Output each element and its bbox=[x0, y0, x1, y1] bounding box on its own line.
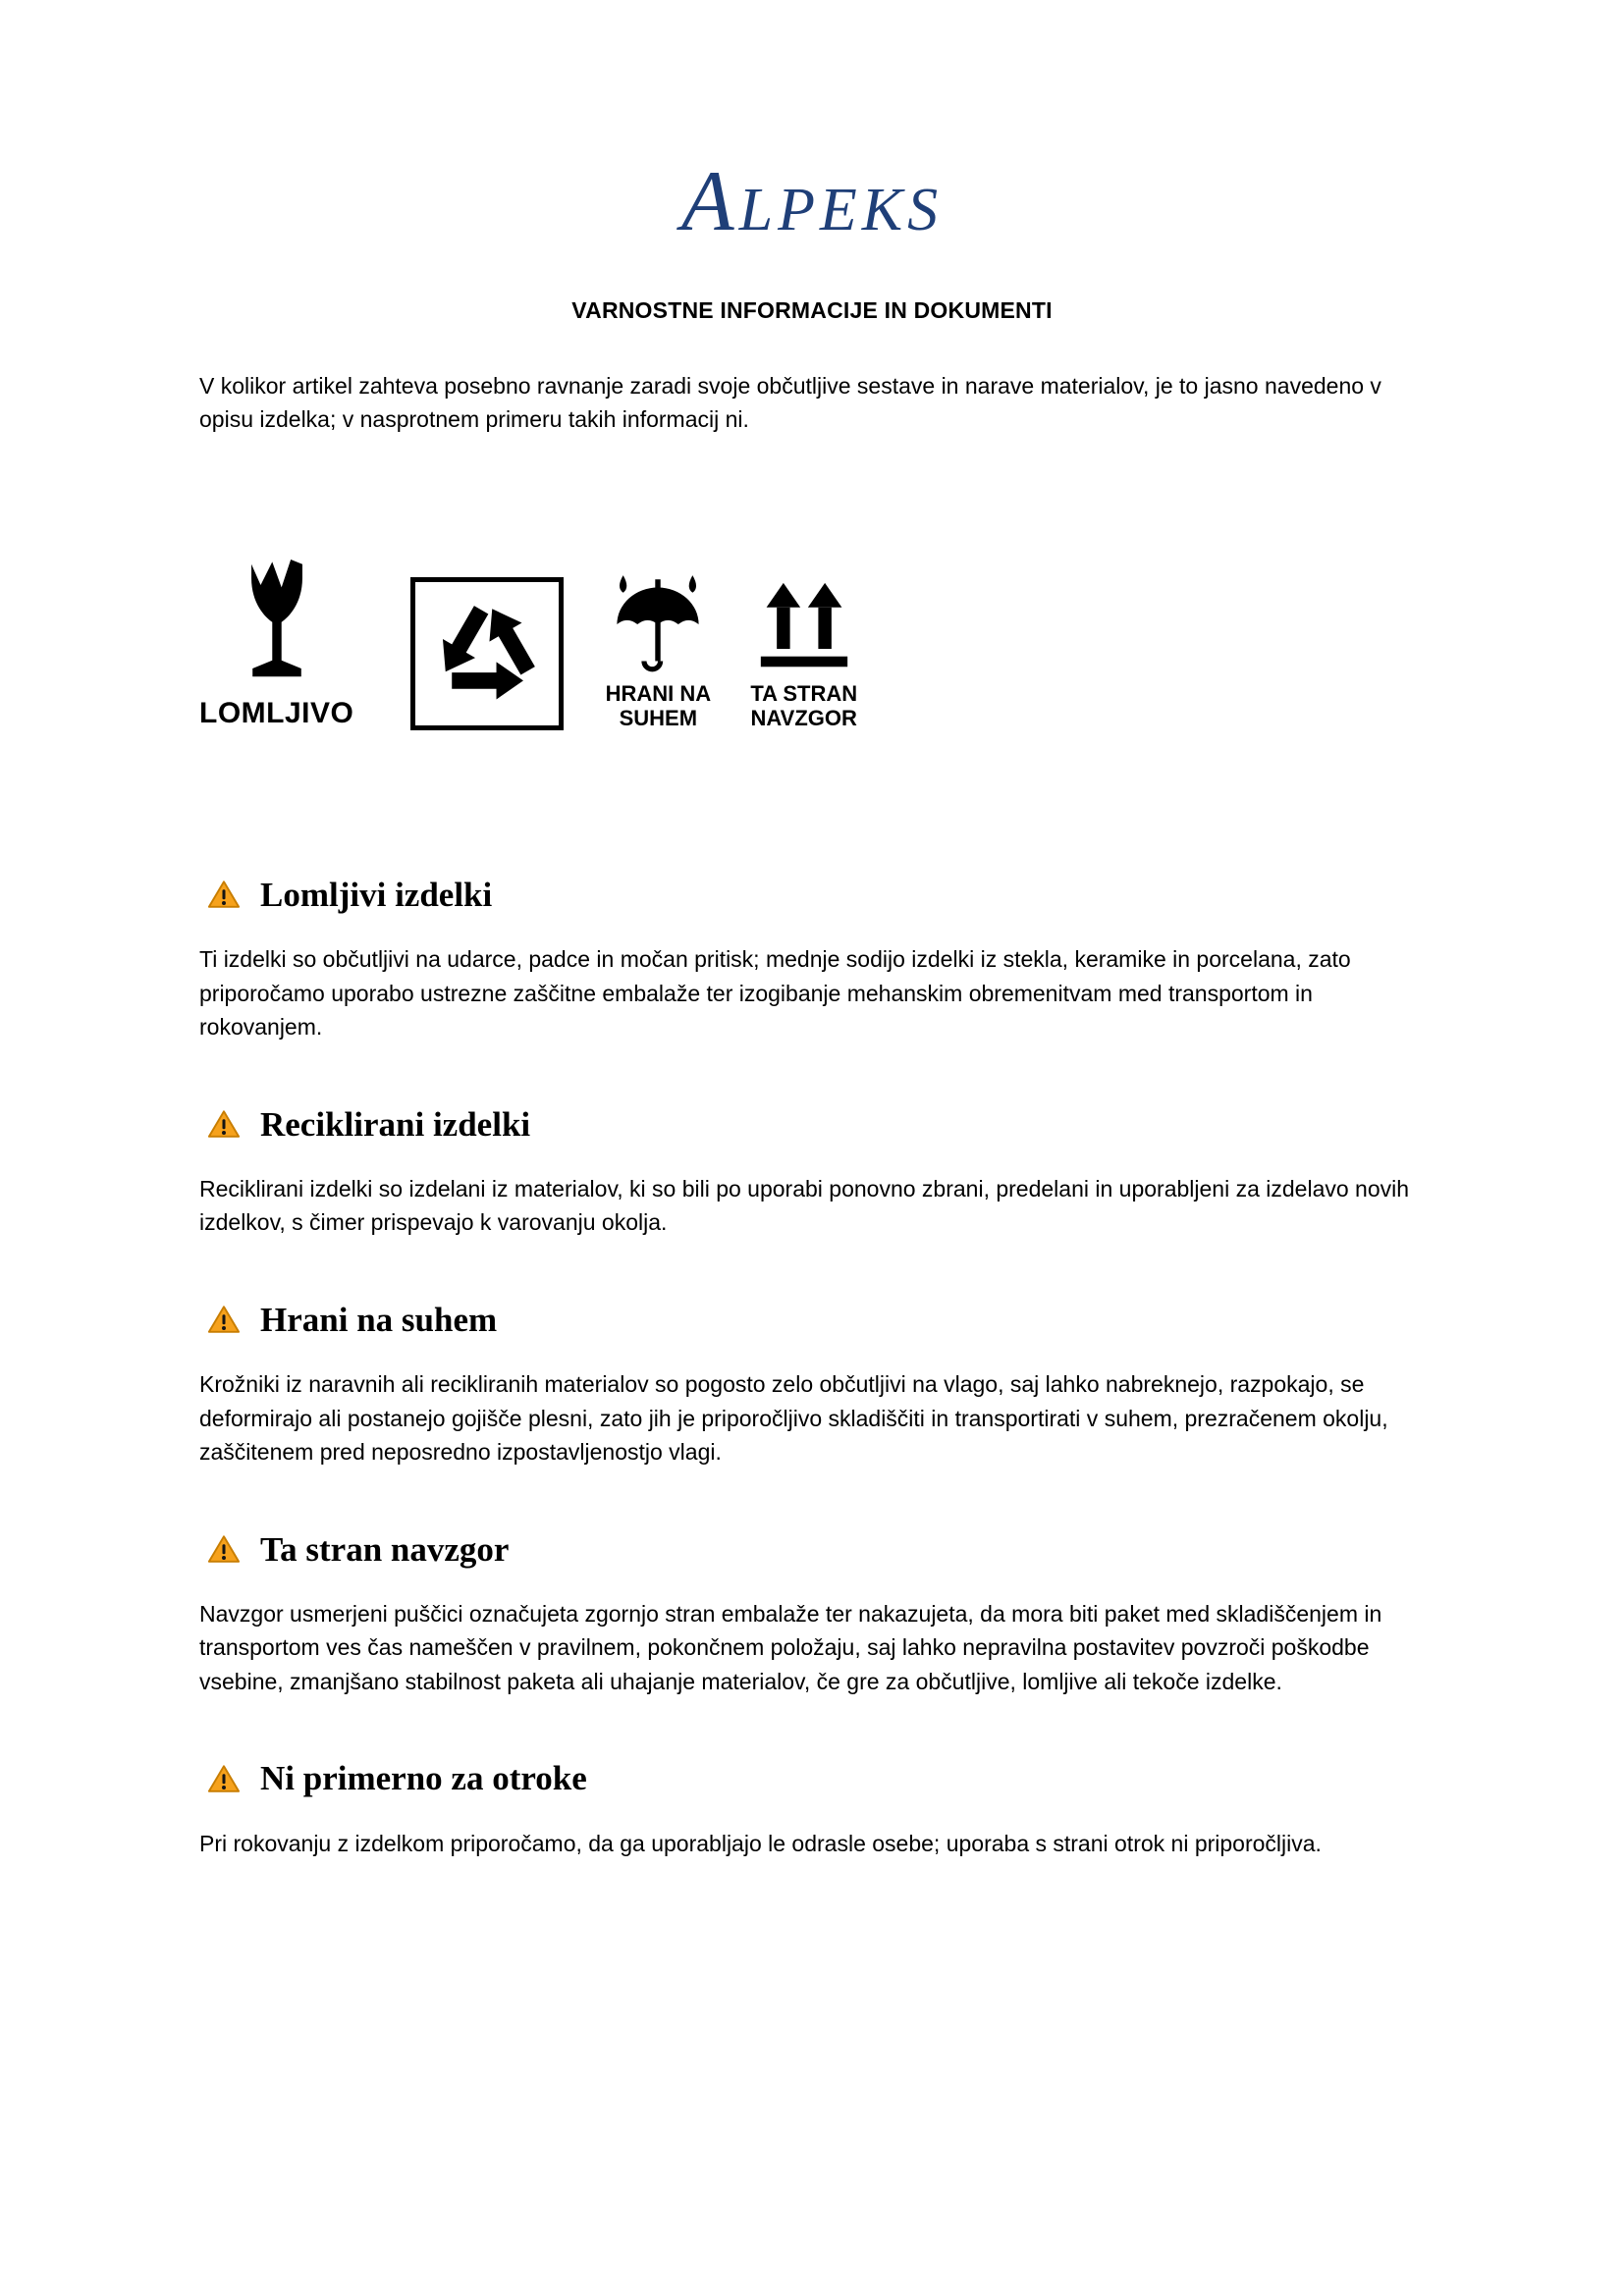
warning-triangle-icon bbox=[207, 1764, 241, 1794]
section-body: Pri rokovanju z izdelkom priporočamo, da ga uporabljajo le odrasle osebe; uporaba s strani otrok ni priporočljiva. bbox=[199, 1830, 1322, 1856]
intro-paragraph: V kolikor artikel zahteva posebno ravnanje zaradi svoje občutljive sestave in narave materialov, je to jasno navedeno v opisu izdelka; v nasprotnem primeru takih informacij ni. bbox=[199, 372, 1381, 432]
broken-glass-icon bbox=[219, 552, 335, 689]
section-title: Ni primerno za otroke bbox=[260, 1759, 587, 1798]
section-reciklirani-izdelki bbox=[199, 1105, 1425, 1240]
section-body: Krožniki iz naravnih ali recikliranih materialov so pogosto zelo občutljivi na vlago, saj lahko nabreknejo, razpokajo, se deformirajo ali postanejo gojišče plesni, zato jih je priporočljivo skladiščiti in transportirati v suhem, prezračenem okolju, zaščitenem pred neposredno izpostavljenostjo vlagi. bbox=[199, 1371, 1388, 1466]
this-side-up-symbol bbox=[750, 579, 857, 730]
section-title: Reciklirani izdelki bbox=[260, 1104, 531, 1144]
section-body: Ti izdelki so občutljivi na udarce, padce in močan pritisk; mednje sodijo izdelki iz stekla, keramike in porcelana, zato priporočamo uporabo ustrezne zaščitne embalaže ter izogibanje mehanskim obremenitvam med transportom in rokovanjem. bbox=[199, 946, 1351, 1041]
keep-dry-symbol bbox=[605, 573, 711, 730]
warning-triangle-icon bbox=[207, 1109, 241, 1140]
fragile-symbol bbox=[199, 552, 353, 730]
warning-triangle-icon bbox=[207, 1305, 241, 1335]
page-title: VARNOSTNE INFORMACIJE IN DOKUMENTI bbox=[571, 296, 1053, 323]
section-heading bbox=[207, 1759, 1425, 1798]
section-title: Hrani na suhem bbox=[260, 1300, 498, 1339]
warning-triangle-icon bbox=[207, 1534, 241, 1565]
logo-container bbox=[199, 0, 1425, 250]
packaging-symbols-row bbox=[199, 552, 1425, 730]
section-title: Lomljivi izdelki bbox=[260, 875, 493, 914]
section-title: Ta stran navzgor bbox=[260, 1529, 510, 1569]
keep-dry-label: HRANI NA SUHEM bbox=[605, 680, 712, 730]
alpeks-logo: Alpeks bbox=[680, 154, 944, 249]
sections-container bbox=[199, 876, 1425, 1860]
recycle-symbol-box bbox=[410, 577, 564, 730]
two-up-arrows-icon bbox=[755, 579, 853, 673]
section-heading bbox=[207, 1105, 1425, 1145]
section-body: Reciklirani izdelki so izdelani iz materialov, ki so bili po uporabi ponovno zbrani, predelani in uporabljeni za izdelavo novih izdelkov, s čimer prispevajo k varovanju okolja. bbox=[199, 1175, 1410, 1236]
section-heading bbox=[207, 1530, 1425, 1570]
section-heading bbox=[207, 876, 1425, 915]
this-side-up-label: TA STRAN NAVZGOR bbox=[750, 680, 858, 730]
section-body: Navzgor usmerjeni puščici označujeta zgornjo stran embalaže ter nakazujeta, da mora biti paket med skladiščenjem in transportom ves čas nameščen v pravilnem, pokončnem položaju, saj lahko nepravilna postavitev povzroči poškodbe vsebine, zmanjšano stabilnost paketa ali uhajanje materialov, če gre za občutljive, lomljive ali tekoče izdelke. bbox=[199, 1600, 1382, 1694]
section-lomljivi-izdelki bbox=[199, 876, 1425, 1044]
fragile-label: LOMLJIVO bbox=[199, 696, 354, 729]
umbrella-raindrops-icon bbox=[605, 573, 711, 675]
warning-triangle-icon bbox=[207, 880, 241, 910]
section-ta-stran-navzgor bbox=[199, 1530, 1425, 1699]
section-ni-primerno-za-otroke bbox=[199, 1759, 1425, 1860]
section-heading bbox=[207, 1301, 1425, 1340]
section-hrani-na-suhem bbox=[199, 1301, 1425, 1469]
recycling-arrows-icon bbox=[426, 593, 548, 715]
